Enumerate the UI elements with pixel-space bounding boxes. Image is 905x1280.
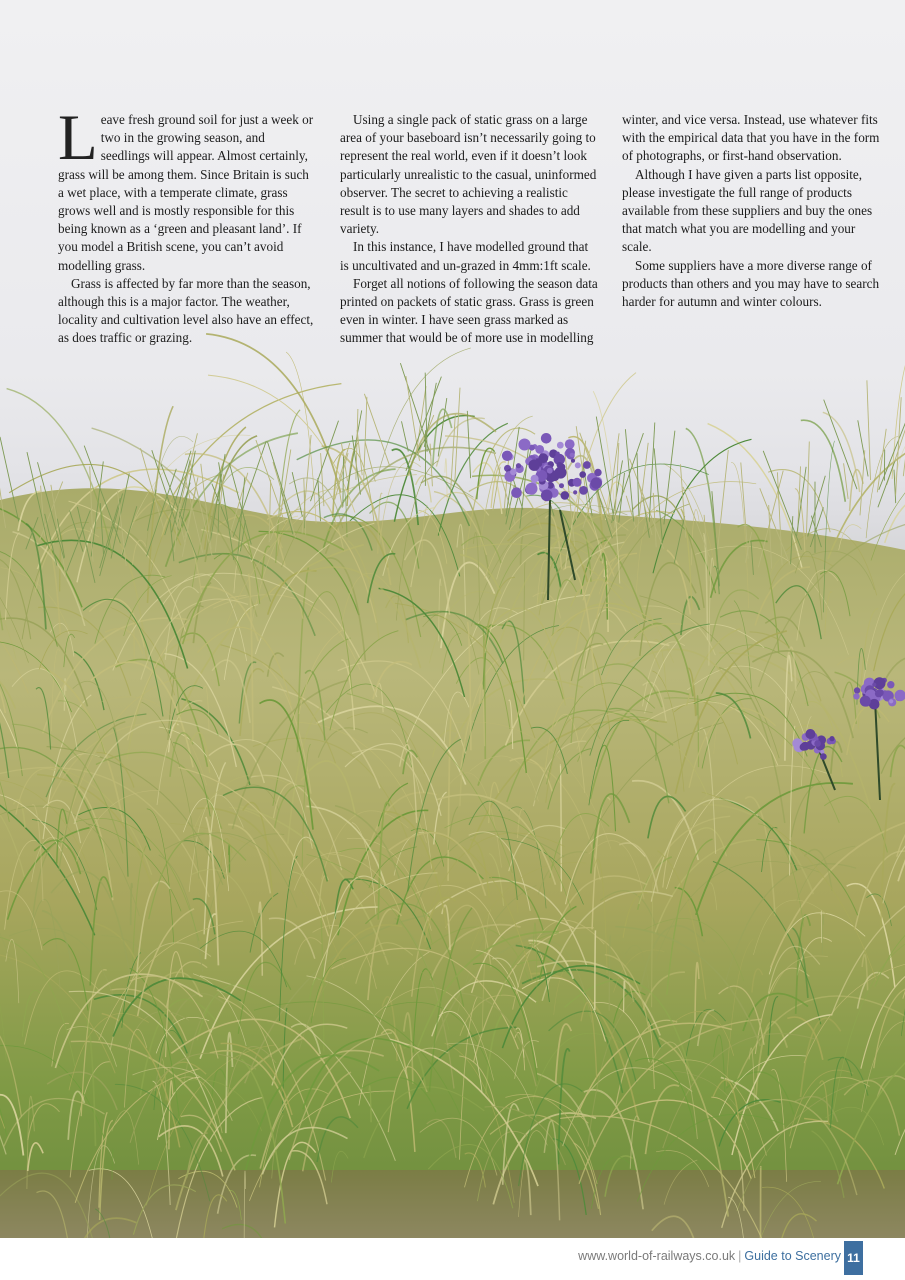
grass-blade xyxy=(416,476,432,503)
article-paragraph: In this instance, I have modelled ground that is uncultivated and un-grazed in 4mm:1ft scale. xyxy=(340,239,591,273)
footer-separator: | xyxy=(738,1249,742,1263)
grass-blade xyxy=(871,445,905,561)
flower-petal xyxy=(579,486,588,495)
flower-petal xyxy=(575,462,581,468)
flower-petal xyxy=(502,451,512,461)
flower-petal xyxy=(516,463,521,468)
article-paragraph: Grass is affected by far more than the season, although this is a major factor. The weather, locality and cultivation level also have an effect, as does traffic or grazing. xyxy=(58,275,314,346)
flower-petal xyxy=(872,683,876,687)
article-paragraph: Using a single pack of static grass on a large area of your baseboard isn’t necessarily going to represent the real world, even if it doesn’t look particularly unrealistic to the casual, uninformed observer. The secret to achieving a realistic result is to use many layers and shades to add variety. xyxy=(340,112,597,237)
flower-petal xyxy=(583,461,591,469)
grass-blade xyxy=(619,473,625,523)
grass-blade xyxy=(797,467,807,536)
flower-petal xyxy=(591,477,602,488)
flower-petal xyxy=(805,729,815,739)
flower-petal xyxy=(526,483,538,495)
flower-petal xyxy=(541,490,553,502)
flower-petal xyxy=(571,459,575,463)
publication-title: Guide to Scenery xyxy=(744,1249,841,1263)
flower-petal xyxy=(555,467,567,479)
grass-blade xyxy=(664,431,675,525)
grass-blade xyxy=(595,930,596,1010)
flower-petal xyxy=(535,445,544,454)
drop-cap: L xyxy=(58,102,98,174)
article-paragraph: Some suppliers have a more diverse range of products than others and you may have to search harder for autumn and winter colours. xyxy=(622,257,880,310)
grass-blade xyxy=(343,457,344,507)
grass-blade xyxy=(885,495,905,543)
grass-blade xyxy=(302,435,311,533)
grass-blade xyxy=(364,397,367,480)
article-paragraph xyxy=(58,102,316,275)
grass-blade xyxy=(867,380,871,480)
grass-blade xyxy=(477,448,495,499)
flower-petal xyxy=(547,468,553,474)
page-footer xyxy=(0,1238,905,1280)
flower-petal xyxy=(853,693,859,699)
flower-petal xyxy=(800,743,807,750)
flower-petal xyxy=(854,687,860,693)
flower-petal xyxy=(570,453,575,458)
flower-petal xyxy=(573,490,577,494)
flower-petal xyxy=(565,439,575,449)
flower-petal xyxy=(594,469,601,476)
grass-blade xyxy=(467,411,470,478)
flower-petal xyxy=(875,690,882,697)
grass-blade xyxy=(436,418,484,467)
page-number: 11 xyxy=(844,1241,863,1275)
grass-blade xyxy=(229,845,230,872)
website-link[interactable]: www.world-of-railways.co.uk xyxy=(578,1249,736,1263)
flower-petal xyxy=(510,469,517,476)
flower-petal xyxy=(579,471,586,478)
flower-petal xyxy=(540,453,544,457)
flower-petal xyxy=(531,475,539,483)
flower-petal xyxy=(555,452,559,456)
grass-blade xyxy=(887,396,905,485)
flower-petal xyxy=(561,491,570,500)
flower-petal xyxy=(559,483,564,488)
grass-blade xyxy=(894,470,896,503)
paragraph-text: eave fresh ground soil for just a week or two in the growing season, and seedlings will appear. Almost certainly, grass will be among them. Since Britain is such a wet place, with a temperate climate, grass grows well and is mostly responsible for this being known as a ‘green and pleasant land’. If you model a British scene, you can’t avoid modelling grass. xyxy=(58,112,314,273)
flower-petal xyxy=(887,681,894,688)
flower-petal xyxy=(557,442,564,449)
grass-blade xyxy=(806,442,809,540)
footer-text xyxy=(578,1249,841,1263)
flower-petal xyxy=(511,487,522,498)
flower-petal xyxy=(820,753,827,760)
flower-petal xyxy=(860,696,871,707)
article-paragraph: Although I have given a parts list opposite, please investigate the full range of products available from these suppliers and buy the ones that match what you are modelling and your scale. xyxy=(622,166,873,255)
article-paragraph: Forget all notions of following the season data printed on packets of static grass. Grass is green even in winter. I have seen grass marked as summer that would be of more use in modelling winter, and vice versa. Instead, use whatever fits with the empirical data that you have in the form of photographs, or first-hand observation. xyxy=(340,112,880,346)
flower-petal xyxy=(519,439,531,451)
flower-petal xyxy=(889,699,893,703)
grass-blade xyxy=(637,453,639,516)
grass-blade xyxy=(860,450,865,515)
flower-petal xyxy=(814,740,821,747)
grass-blade xyxy=(455,388,460,482)
flower-petal xyxy=(541,433,552,444)
flower-petal xyxy=(573,478,582,487)
article-body xyxy=(58,102,880,369)
grass-blade xyxy=(406,377,442,471)
grass-blade xyxy=(357,430,362,475)
grass-blade xyxy=(858,420,868,476)
flower-petal xyxy=(529,460,540,471)
flower-petal xyxy=(829,736,834,741)
grass-blade xyxy=(318,478,321,521)
